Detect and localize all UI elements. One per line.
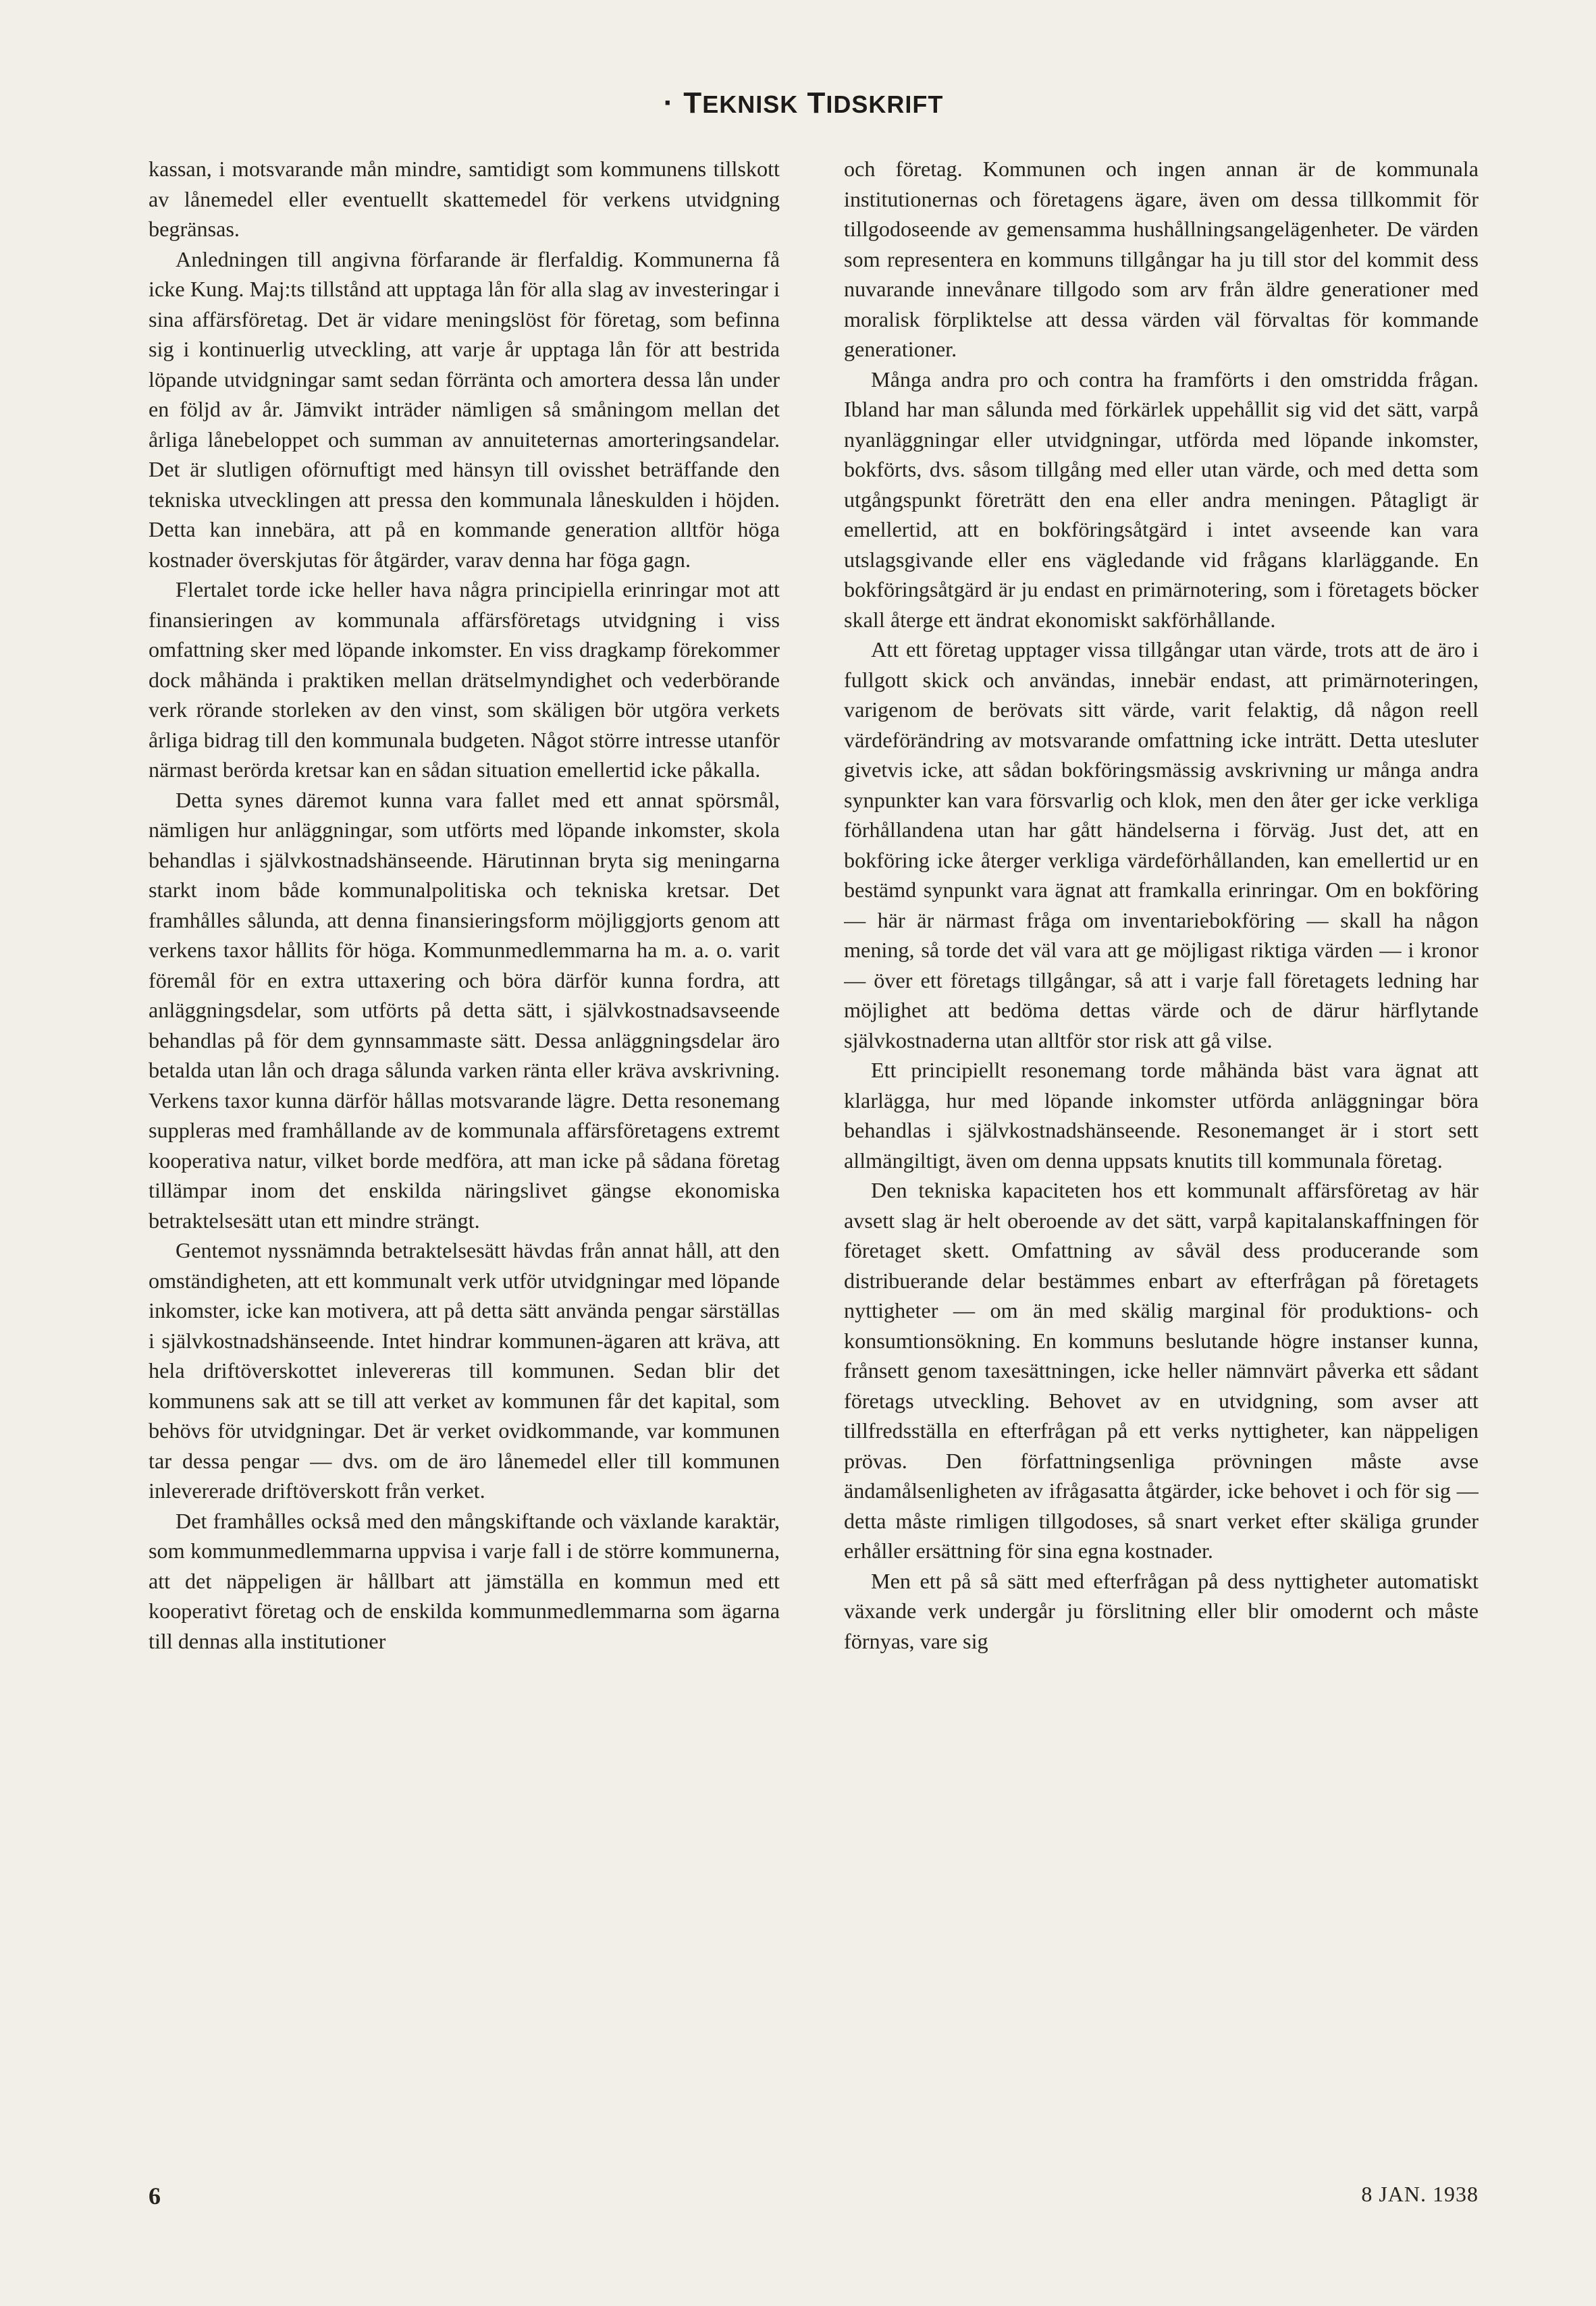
journal-title-rest-2: IDSKRIFT: [826, 90, 944, 118]
paragraph: Många andra pro och contra ha framförts i den omstridda frågan. Ibland har man sålunda med förkärlek uppehållit sig vid det sätt, varpå nyanläggningar eller utvidgningar, utförda med löpande inkomster, bokförts, dvs. såsom tillgång med eller utan värde, och med detta som utgångspunkt företrätt den ena eller andra meningen. Påtagligt är emellertid, att en bokföringsåtgärd i intet avseende kan vara utslagsgivande eller ens vägledande vid frågans klarläggande. En bokföringsåtgärd är ju endast en primärnotering, som i företagets böcker skall återge ett ändrat ekonomiskt sakförhållande.: [844, 367, 1479, 632]
page-number: 6: [149, 2182, 161, 2209]
paragraph: Att ett företag upptager vissa tillgångar utan värde, trots att de äro i fullgott skick och användas, innebär endast, att primärnoteringen, varigenom de berövats sitt värde, varit felaktig, då någon reell värdeförändring av motsvarande omfattning icke inträtt. Detta utesluter givetvis icke, att sådan bokföringsmässig avskrivning ur många andra synpunkter kan vara försvarlig och klok, men den åter ger icke verkliga förhållandena utan har gått händelserna i förväg. Just det, att en bokföring icke återger verkliga värdeförhållanden, kan emellertid ur en bestämd synpunkt vara ägnat att framkalla erinringar. Om en bokföring — här är närmast fråga om inventariebokföring — skall ha någon mening, så torde det väl vara att ge möjligast riktiga värden — i kronor — över ett företags tillgångar, så att i varje fall företagets ledning har möjlighet att bedöma dettas värde och de därur härflytande självkostnaderna utan alltför stor risk att gå vilse.: [844, 637, 1479, 1052]
journal-title-initial-1: T: [683, 86, 703, 119]
journal-title-rest-1: EKNISK: [702, 90, 799, 118]
paragraph: Ett principiellt resonemang torde måhända bäst vara ägnat att klarlägga, hur med löpande inkomster utförda anläggningar böra behandlas i självkostnadshänseende. Resonemanget är i stort sett allmängiltigt, även om denna uppsats knutits till kommunala företag.: [844, 1058, 1479, 1173]
paragraph: Flertalet torde icke heller hava några principiella erinringar mot att finansieringen av kommunala affärsföretags utvidgning i viss omfattning sker med löpande inkomster. En viss dragkamp förekommer dock måhända i praktiken mellan drätselmyndighet och vederbörande verk rörande storleken av den vinst, som skäligen bör utgöra verkets årliga bidrag till den kommunala budgeten. Något större intresse utanför närmast berörda kretsar kan en sådan situation emellertid icke påkalla.: [149, 577, 780, 782]
right-column: [844, 154, 1479, 2166]
paragraph: Den tekniska kapaciteten hos ett kommunalt affärsföretag av här avsett slag är helt oberoende av det sätt, varpå kapitalanskaffningen för företaget skett. Omfattning av såväl dess producerande som distribuerande delar bestämmes enbart av efterfrågan på företagets nyttigheter — om än med skälig marginal för produktions- och konsumtionsökning. En kommuns beslutande högre instanser kunna, frånsett genom taxesättningen, icke heller nämnvärt påverka ett sådant företags utveckling. Behovet av en utvidgning, som avser att tillfredsställa en efterfrågan på ett verks nyttigheter, kan näppeligen prövas. Den författningsenliga prövningen måste avse ändamålsenligheten av ifrågasatta åtgärder, icke behovet i och för sig — detta måste rimligen tillgodoses, så snart verket efter skäliga grunder erhåller ersättning för sina egna kostnader.: [844, 1178, 1479, 1563]
paragraph: Men ett på så sätt med efterfrågan på dess nyttigheter automatiskt växande verk undergår ju förslitning eller blir omodernt och måste förnyas, vare sig: [844, 1568, 1479, 1653]
paragraph: Det framhålles också med den mångskiftande och växlande karaktär, som kommunmedlemmarna uppvisa i varje fall i de större kommunerna, att det näppeligen är hållbart att jämställa en kommun med ett kooperativt företag och de enskilda kommunmedlemmarna som ägarna till dennas alla institutioner: [149, 1508, 780, 1653]
paragraph: Gentemot nyssnämnda betraktelsesätt hävdas från annat håll, att den omständigheten, att ett kommunalt verk utför utvidgningar med löpande inkomster, icke kan motivera, att på detta sätt använda pengar särställas i självkostnadshänseende. Intet hindrar kommunen-ägaren att kräva, att hela driftöverskottet inlevereras till kommunen. Sedan blir det kommunens sak att se till att verket av kommunen får det kapital, som behövs för utvidgningar. Det är verket ovidkommande, var kommunen tar dessa pengar — dvs. om de äro lånemedel eller till kommunen inlevererade driftöverskott från verket.: [149, 1238, 780, 1503]
left-column: [149, 154, 780, 2166]
journal-title-initial-2: T: [807, 86, 826, 119]
paragraph: Detta synes däremot kunna vara fallet med ett annat spörsmål, nämligen hur anläggningar, som utförts med löpande inkomster, skola behandlas i självkostnadshänseende. Härutinnan bryta sig meningarna starkt inom både kommunalpolitiska och tekniska kretsar. Det framhålles sålunda, att denna finansieringsform möjliggjorts genom att verkens taxor hållits för höga. Kommunmedlemmarna ha m. a. o. varit föremål för en extra uttaxering och böra därför kunna fordra, att anläggningsdelar, som utförts på detta sätt, i självkostnadsavseende behandlas på för dem gynnsammaste sätt. Dessa anläggningsdelar äro betalda utan lån och draga sålunda varken ränta eller kräva avskrivning. Verkens taxor kunna därför hållas motsvarande lägre. Detta resonemang suppleras med framhållande av de kommunala affärsföretagens extremt kooperativa natur, vilket borde medföra, att man icke på sådana företag tillämpar inom det enskilda näringslivet gängse ekonomiska betraktelsesätt utan ett mindre strängt.: [149, 787, 780, 1233]
paragraph: och företag. Kommunen och ingen annan är de kommunala institutionernas och företagens ägare, även om dessa tillkommit för tillgodoseende av gemensamma hushållningsangelägenheter. De värden som representera en kommuns tillgångar ha ju till stor del kommit dess nuvarande innevånare tillgodo som arv från äldre generationer med moralisk förpliktelse att dessa värden väl förvaltas för kommande generationer.: [844, 157, 1479, 361]
issue-date: 8 JAN. 1938: [1361, 2182, 1479, 2206]
running-head-dot: ·: [663, 86, 674, 119]
paragraph: Anledningen till angivna förfarande är flerfaldig. Kommunerna få icke Kung. Maj:ts tillstånd att upptaga lån för alla slag av investeringar i sina affärsföretag. Det är vidare meningslöst för företag, som befinna sig i kontinuerlig utveckling, att varje år upptaga lån för att bestrida löpande utvidgningar samt sedan förränta och amortera dessa lån under en följd av år. Jämvikt inträder nämligen så småningom mellan det årliga lånebeloppet och summan av annuiteternas amorteringsandelar. Det är slutligen oförnuftigt med hänsyn till ovisshet beträffande den tekniska utvecklingen att pressa den kommunala låneskulden i höjden. Detta kan innebära, att på en kommande generation alltför höga kostnader överskjutas för åtgärder, varav denna har föga gagn.: [149, 246, 780, 572]
running-head: [628, 86, 979, 120]
paragraph: kassan, i motsvarande mån mindre, samtidigt som kommunens tillskott av lånemedel eller eventuellt skattemedel för verkens utvidgning begränsas.: [149, 157, 780, 241]
